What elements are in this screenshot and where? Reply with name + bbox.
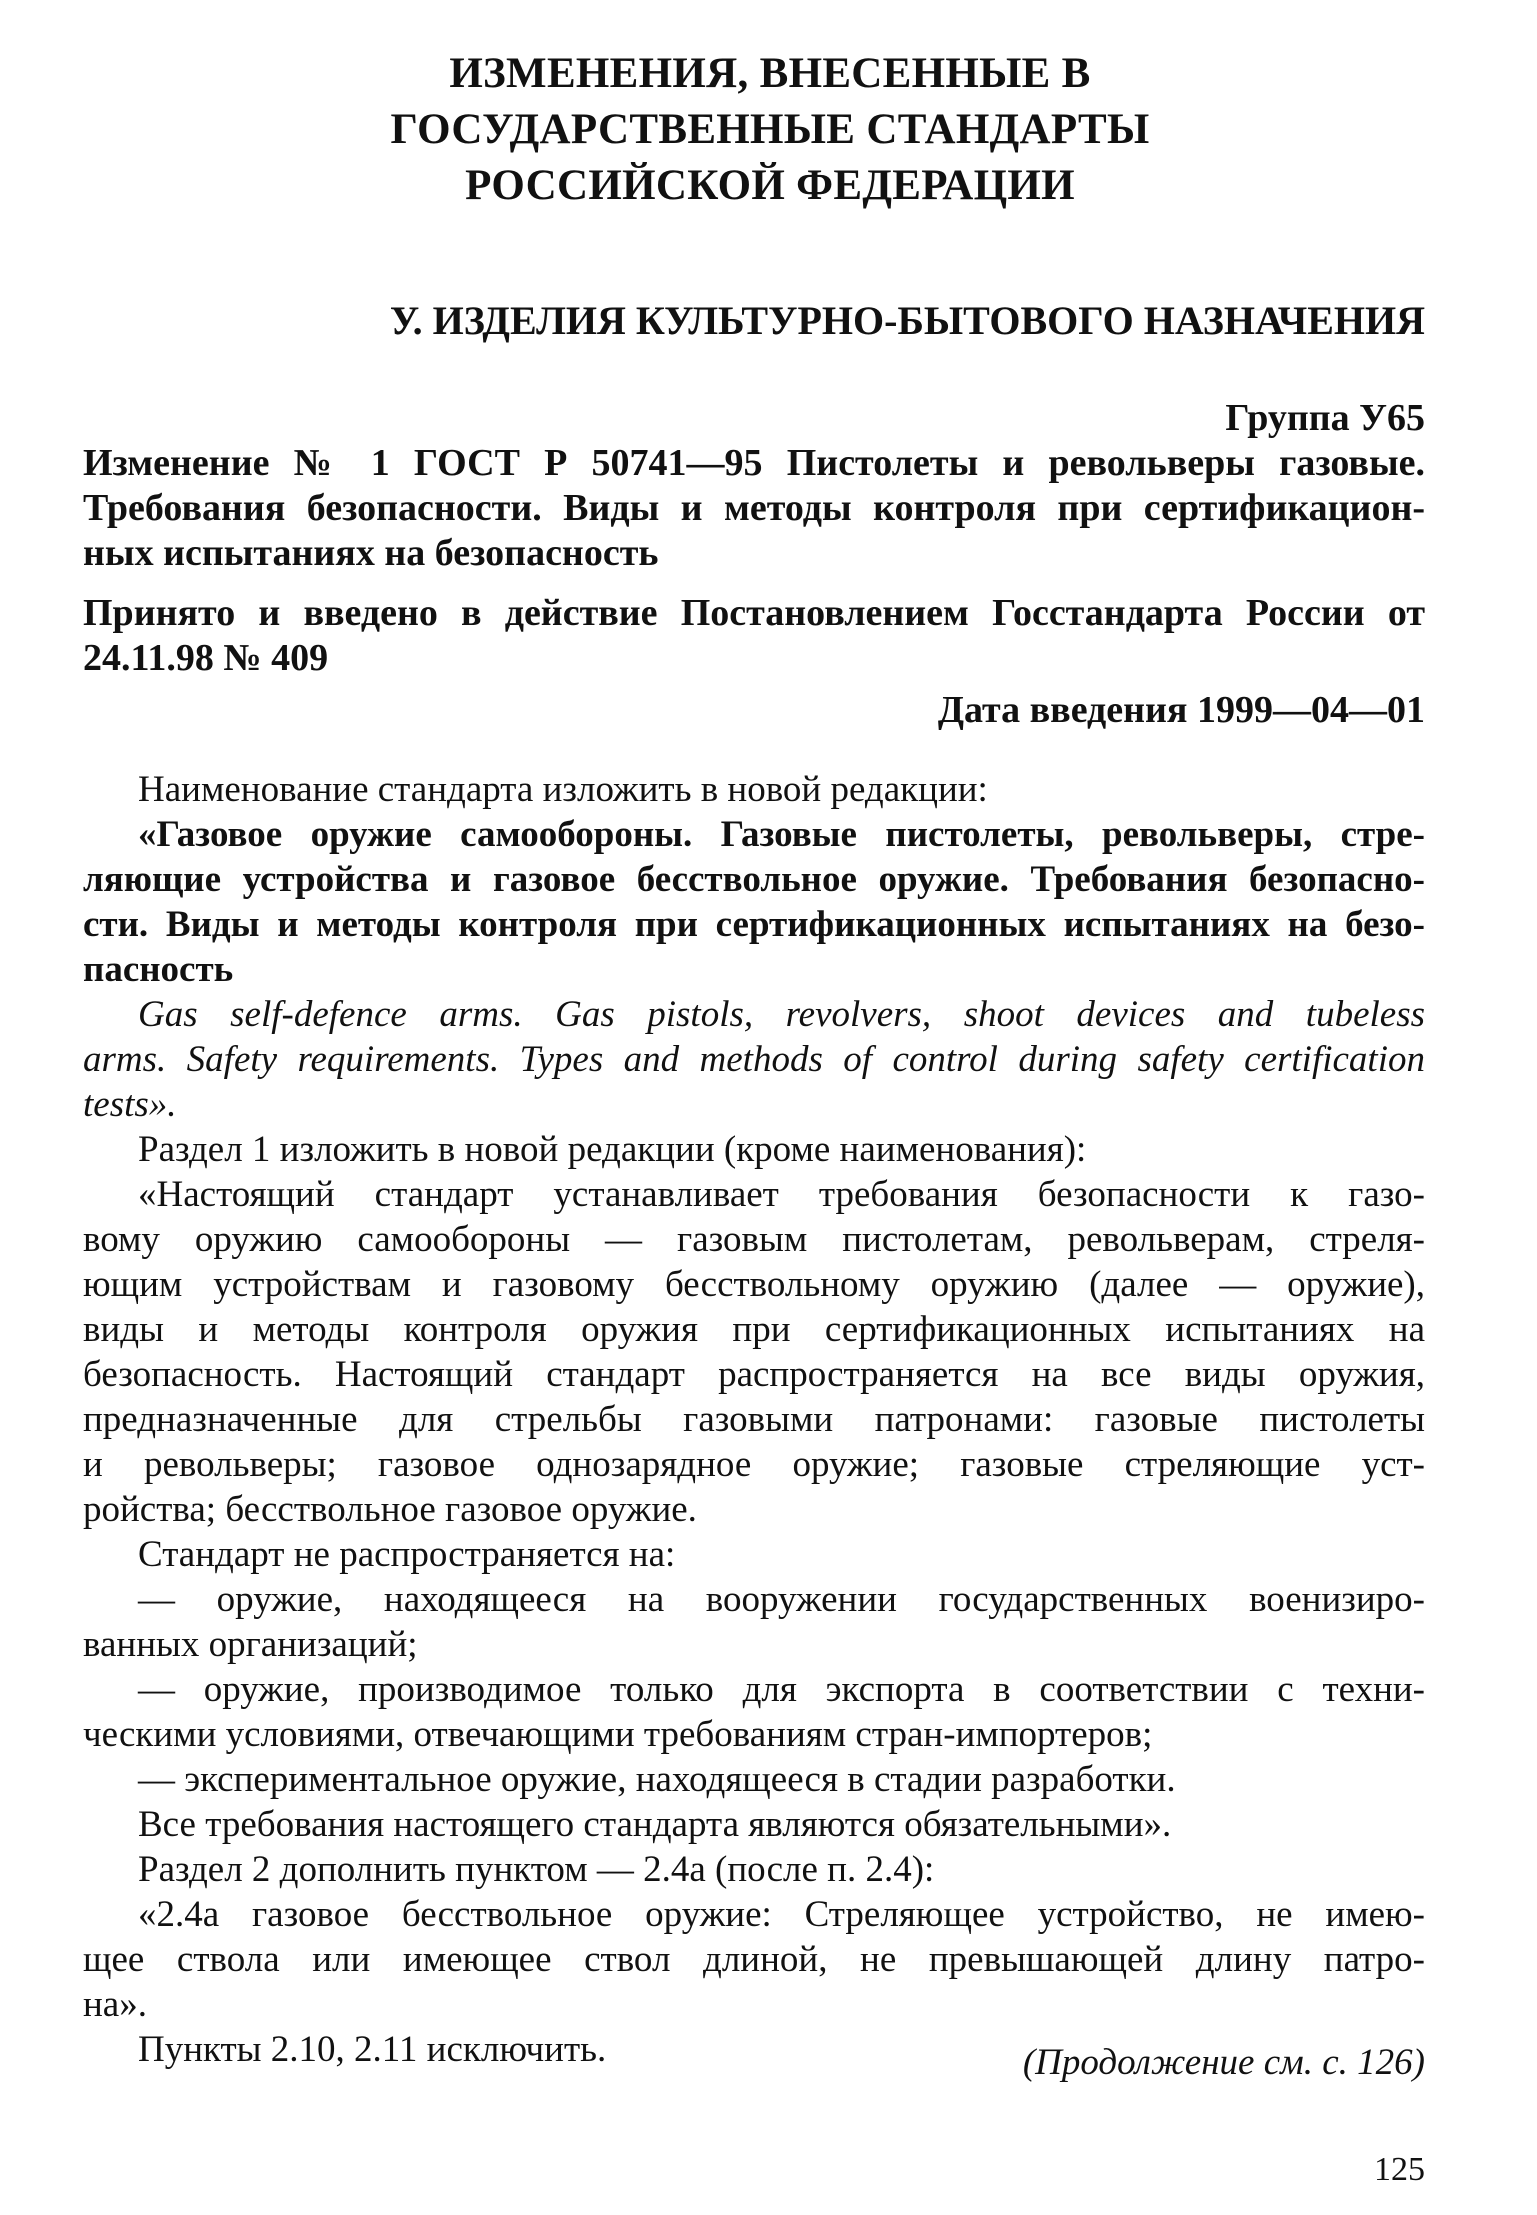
paragraph-line: и револьверы; газовое однозарядное оружие; газовые стреляющие уст- (83, 1444, 1425, 1485)
title-line: РОССИЙСКОЙ ФЕДЕРАЦИИ (465, 162, 1075, 209)
english-title-line: tests». (83, 1084, 177, 1125)
paragraph-line: виды и методы контроля оружия при сертификационных испытаниях на (83, 1309, 1425, 1350)
list-item-line: ванных организаций; (83, 1624, 418, 1665)
definition-line: щее ствола или имеющее ствол длиной, не превышающей длину патро- (83, 1939, 1425, 1980)
paragraph: Раздел 2 дополнить пунктом — 2.4а (после п. 2.4): (138, 1849, 935, 1890)
list-item-line: — оружие, находящееся на вооружении государственных военизиро- (138, 1579, 1425, 1620)
paragraph-line: вому оружию самообороны — газовым пистолетам, револьверам, стреля- (83, 1219, 1425, 1260)
change-title-line: Требования безопасности. Виды и методы контроля при сертификацион- (83, 487, 1425, 529)
body-text (83, 767, 1425, 2072)
paragraph: Все требования настоящего стандарта являются обязательными». (138, 1804, 1172, 1845)
english-title-line: Gas self-defence arms. Gas pistols, revolvers, shoot devices and tubeless (138, 994, 1425, 1035)
change-title-line: Изменение № 1 ГОСТ Р 50741—95 Пистолеты и револьверы газовые. (83, 442, 1425, 484)
document-title (200, 46, 1340, 214)
new-title-line: «Газовое оружие самообороны. Газовые пистолеты, револьверы, стре- (138, 814, 1425, 855)
adoption-line: 24.11.98 № 409 (83, 637, 329, 679)
effective-date: Дата введения 1999—04—01 (937, 689, 1425, 731)
paragraph: Стандарт не распространяется на: (138, 1534, 676, 1575)
new-title-line: пасность (83, 949, 234, 990)
definition-line: «2.4а газовое бесствольное оружие: Стреляющее устройство, не имею- (138, 1894, 1425, 1935)
group-label: Группа У65 (1225, 397, 1425, 439)
list-item-line: — оружие, производимое только для экспорта в соответствии с техни- (138, 1669, 1425, 1710)
paragraph: Раздел 1 изложить в новой редакции (кроме наименования): (138, 1129, 1087, 1170)
english-title-line: arms. Safety requirements. Types and methods of control during safety certification (83, 1039, 1425, 1080)
adoption-line: Принято и введено в действие Постановлением Госстандарта России от (83, 592, 1425, 634)
adoption-statement (83, 590, 1425, 680)
change-title (83, 440, 1425, 575)
paragraph-line: ройства; бесствольное газовое оружие. (83, 1489, 697, 1530)
paragraph: Наименование стандарта изложить в новой редакции: (138, 769, 988, 810)
new-title-line: сти. Виды и методы контроля при сертификационных испытаниях на безо- (83, 904, 1425, 945)
paragraph-line: ющим устройствам и газовому бесствольному оружию (далее — оружие), (83, 1264, 1425, 1305)
page-number: 125 (1374, 2151, 1425, 2188)
paragraph-line: безопасность. Настоящий стандарт распространяется на все виды оружия, (83, 1354, 1425, 1395)
paragraph-line: «Настоящий стандарт устанавливает требования безопасности к газо- (138, 1174, 1425, 1215)
definition-line: на». (83, 1984, 147, 2025)
section-heading: У. ИЗДЕЛИЯ КУЛЬТУРНО-БЫТОВОГО НАЗНАЧЕНИЯ (389, 298, 1425, 343)
continuation-note: (Продолжение см. с. 126) (1022, 2042, 1425, 2083)
list-item: — экспериментальное оружие, находящееся в стадии разработки. (138, 1759, 1176, 1800)
paragraph: Пункты 2.10, 2.11 исключить. (138, 2029, 607, 2070)
paragraph-line: предназначенные для стрельбы газовыми патронами: газовые пистолеты (83, 1399, 1425, 1440)
list-item-line: ческими условиями, отвечающими требованиям стран-импортеров; (83, 1714, 1153, 1755)
new-title-line: ляющие устройства и газовое бесствольное оружие. Требования безопасно- (83, 859, 1425, 900)
title-line: ГОСУДАРСТВЕННЫЕ СТАНДАРТЫ (390, 106, 1150, 153)
change-title-line: ных испытаниях на безопасность (83, 532, 659, 574)
title-line: ИЗМЕНЕНИЯ, ВНЕСЕННЫЕ В (449, 50, 1091, 97)
